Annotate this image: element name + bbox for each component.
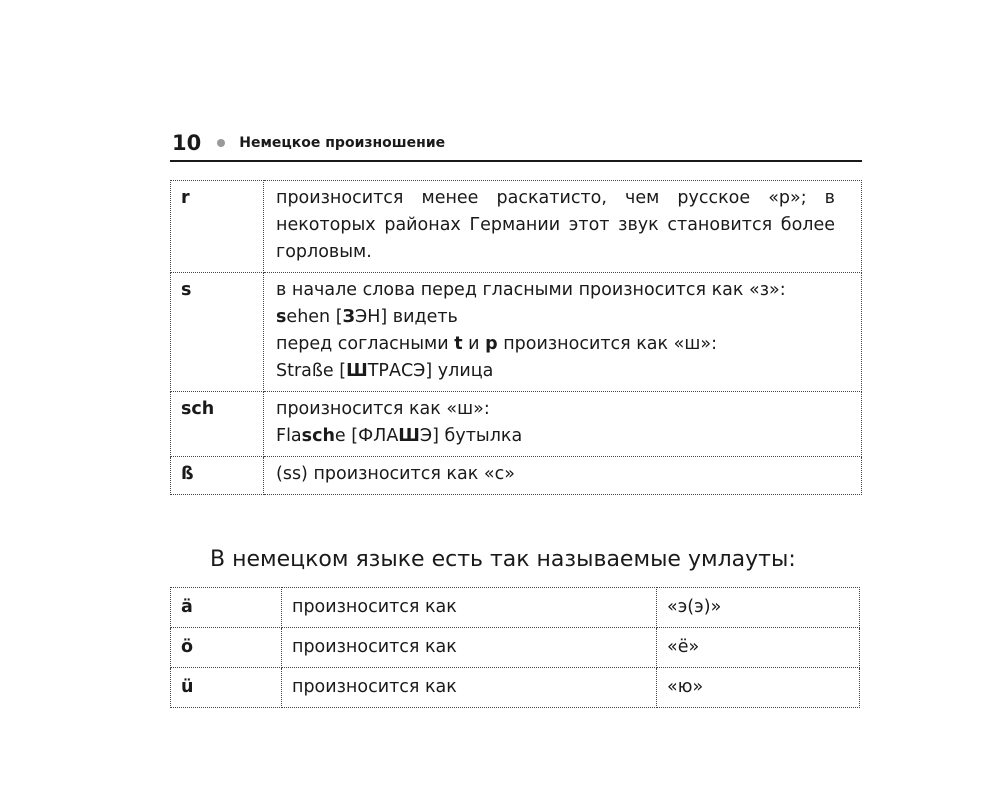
umlaut-sound: «ё» — [657, 628, 860, 668]
bullet-dot-icon — [217, 139, 225, 147]
description-cell: произносится менее раскатисто, чем русское «р»; в некоторых районах Германии этот звук становится более горловым. — [264, 181, 862, 273]
description-cell — [264, 392, 862, 457]
description-cell — [264, 273, 862, 392]
umlaut-phrase: произносится как — [282, 588, 657, 628]
translation: бутылка — [444, 426, 523, 446]
letter-cell: ß — [171, 457, 264, 495]
rule-line: произносится как «ш»: — [276, 399, 490, 419]
example-highlight: sch — [301, 426, 335, 446]
rule-text: перед согласными — [276, 334, 449, 354]
umlaut-letter: ö — [171, 628, 282, 668]
consonants-table — [170, 180, 862, 495]
umlaut-phrase: произносится как — [282, 628, 657, 668]
description-cell: (ss) произносится как «с» — [264, 457, 862, 495]
example-line — [276, 423, 835, 450]
example-line — [276, 358, 835, 385]
example-line — [276, 304, 835, 331]
transcription-open: [ — [335, 307, 343, 327]
transcription-highlight: З — [342, 307, 355, 327]
letter-cell: r — [171, 181, 264, 273]
rule-text: произносится как «ш»: — [503, 334, 717, 354]
umlaut-sound: «э(э)» — [657, 588, 860, 628]
table-row — [171, 628, 860, 668]
example-highlight: s — [276, 307, 287, 327]
example-word: e — [334, 426, 346, 446]
umlaut-letter: ü — [171, 668, 282, 708]
translation: видеть — [392, 307, 458, 327]
rule-letter-t: t — [454, 334, 463, 354]
umlaut-sound: «ю» — [657, 668, 860, 708]
running-title: Немецкое произношение — [239, 135, 446, 151]
umlaut-letter: ä — [171, 588, 282, 628]
rule-line: в начале слова перед гласными произносится как «з»: — [276, 280, 786, 300]
letter-cell: sch — [171, 392, 264, 457]
rule-line — [276, 331, 835, 358]
rule-letter-p: p — [485, 334, 498, 354]
page-number: 10 — [172, 131, 202, 155]
example-word: e — [322, 361, 334, 381]
table-row — [171, 181, 862, 273]
rule-text: и — [468, 334, 480, 354]
table-row — [171, 457, 862, 495]
table-row — [171, 273, 862, 392]
table-row — [171, 588, 860, 628]
letter-cell: s — [171, 273, 264, 392]
table-row — [171, 668, 860, 708]
umlauts-intro: В немецком языке есть так называемые умлауты: — [210, 547, 796, 572]
example-word: ehen — [286, 307, 331, 327]
transcription-open: [ — [339, 361, 347, 381]
example-word: Fla — [276, 426, 302, 446]
table-row — [171, 392, 862, 457]
transcription-rest: Э] — [419, 426, 439, 446]
transcription-rest: ТРАСЭ] — [367, 361, 433, 381]
transcription-highlight: Ш — [346, 361, 368, 381]
example-highlight: ß — [311, 361, 323, 381]
transcription-rest: ЭН] — [354, 307, 388, 327]
transcription-highlight: Ш — [398, 426, 420, 446]
example-word: Stra — [276, 361, 312, 381]
umlaut-phrase: произносится как — [282, 668, 657, 708]
translation: улица — [437, 361, 494, 381]
umlauts-table — [170, 587, 860, 708]
page-header — [170, 126, 862, 162]
transcription-open: [ФЛА — [351, 426, 399, 446]
